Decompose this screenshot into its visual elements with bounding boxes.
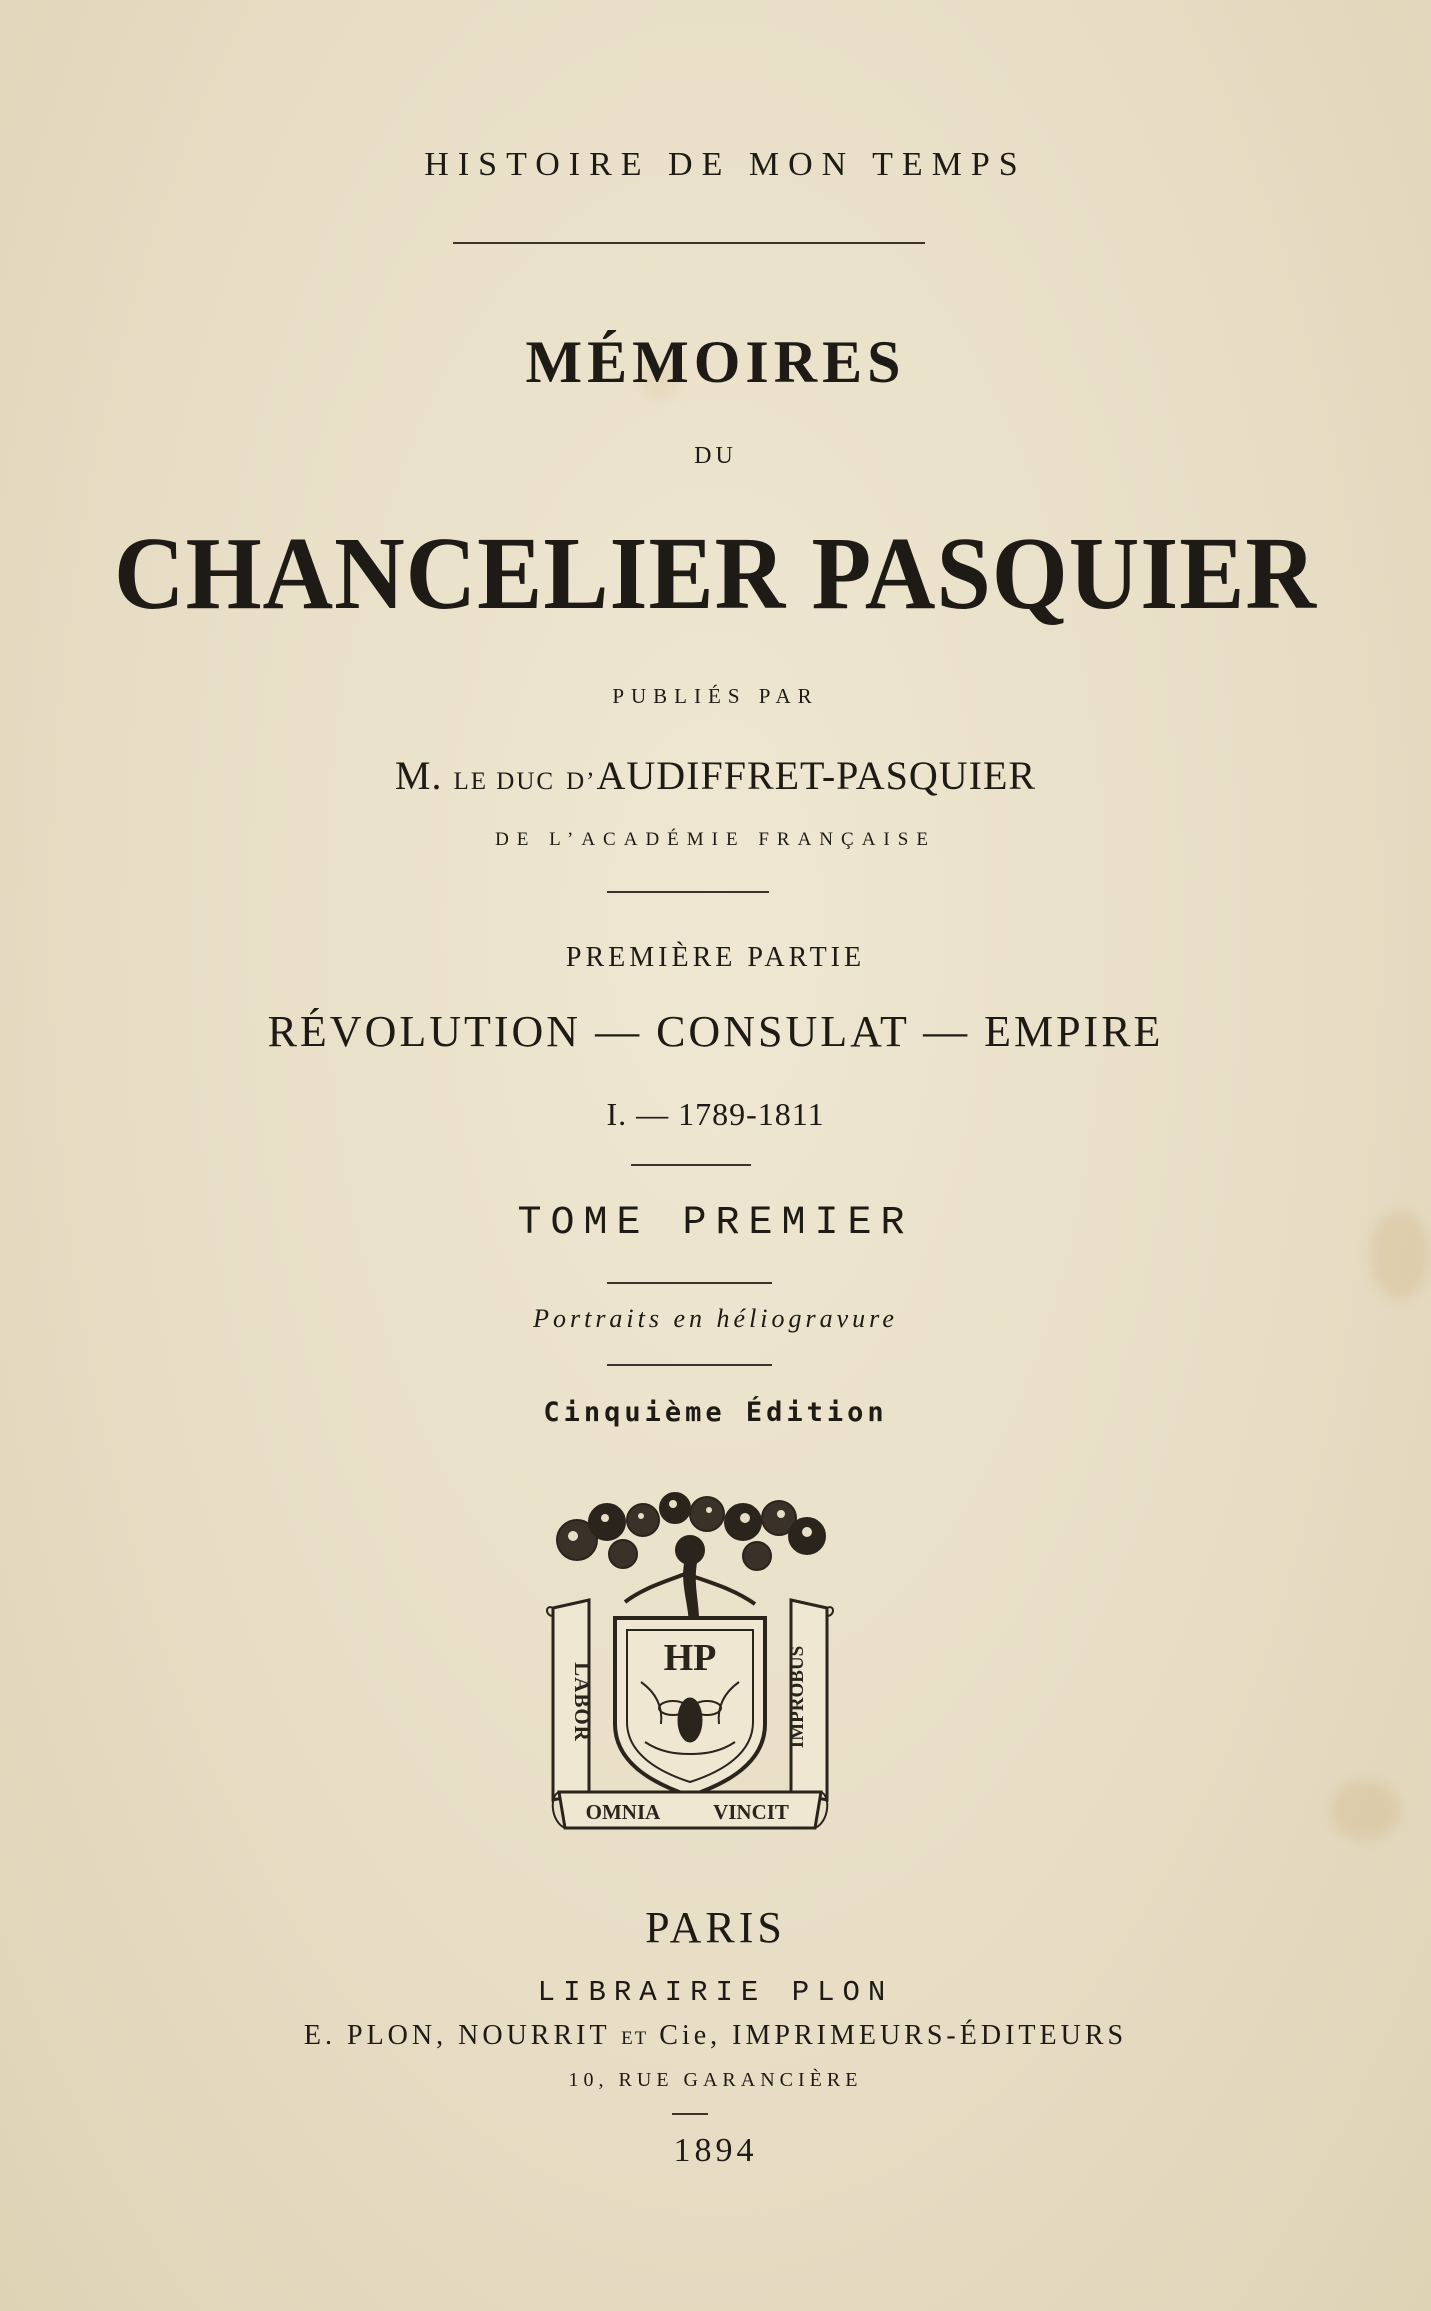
firm-start: E. PLON, NOURRIT [303, 2020, 611, 2051]
editor-surname: AUDIFFRET-PASQUIER [596, 753, 1037, 798]
rule-after-volume [631, 1164, 751, 1166]
firm-et: ET [621, 2028, 649, 2049]
mark-motto-bottom-right: VINCIT [713, 1800, 789, 1824]
imprint-publisher: LIBRAIRIE PLON [537, 1976, 894, 2009]
editor-prefix: M. [394, 753, 443, 798]
memoires-title: MÉMOIRES [525, 329, 906, 395]
mark-monogram: HP [663, 1637, 717, 1679]
edition-label: Cinquième Édition [543, 1397, 888, 1428]
series-title: HISTOIRE DE MON TEMPS [424, 146, 1027, 183]
academie-label: DE L’ACADÉMIE FRANÇAISE [495, 829, 936, 850]
mark-motto-left: LABOR [570, 1662, 594, 1742]
tome-label: TOME PREMIER [517, 1201, 914, 1246]
firm-end: IMPRIMEURS-ÉDITEURS [732, 2020, 1128, 2051]
part-label: PREMIÈRE PARTIE [565, 942, 866, 973]
rule-before-year [672, 2113, 708, 2115]
editor-title: LE DUC [453, 768, 556, 795]
rule-after-academie [607, 891, 769, 893]
portraits-note: Portraits en héliogravure [533, 1304, 898, 1333]
paper-stain [1330, 1780, 1400, 1840]
top-rule [453, 242, 925, 244]
rule-before-portraits [607, 1282, 772, 1284]
imprint-firm [0, 2022, 1431, 2050]
du-label: DU [694, 443, 737, 469]
published-by-label: PUBLIÉS PAR [612, 684, 819, 708]
periods-title: RÉVOLUTION — CONSULAT — EMPIRE [267, 1007, 1164, 1056]
imprint-place: PARIS [645, 1903, 786, 1952]
editor-particle: D’ [566, 768, 597, 795]
editor-name [0, 753, 1431, 798]
rule-after-portraits [607, 1364, 772, 1366]
volume-range: I. — 1789-1811 [606, 1096, 825, 1132]
main-title: CHANCELIER PASQUIER [114, 516, 1317, 631]
mark-motto-right: IMPROBUS [787, 1645, 808, 1749]
imprint-address: 10, RUE GARANCIÈRE [568, 2069, 863, 2091]
publisher-device-emblem [545, 1492, 835, 1842]
mark-motto-bottom-left: OMNIA [585, 1800, 661, 1824]
firm-co: Cie, [659, 2020, 722, 2051]
imprint-year: 1894 [673, 2132, 758, 2169]
